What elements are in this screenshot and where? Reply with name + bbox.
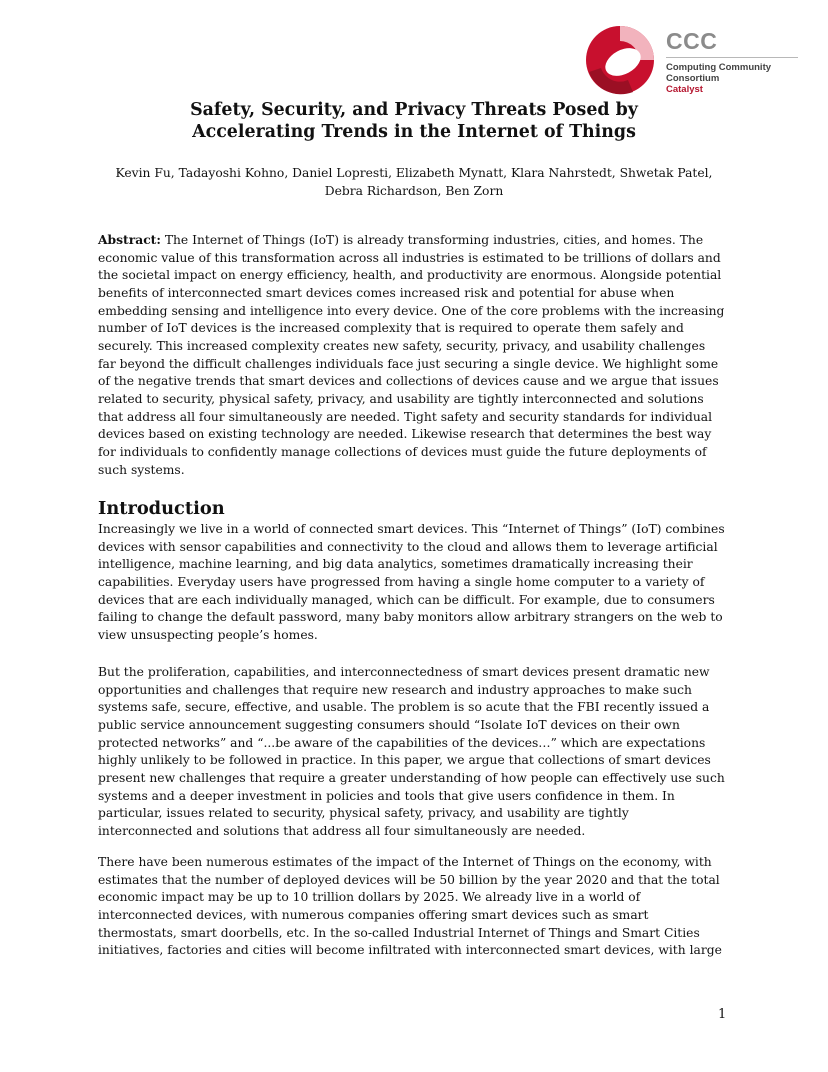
- paragraph-line: Increasingly we live in a world of connected smart devices. This “Internet of Things” (IoT) combines: [98, 522, 725, 536]
- paragraph-line: interconnected devices, with numerous companies offering smart devices such as smart: [98, 907, 649, 922]
- abstract-line: number of IoT devices is the increased complexity that is required to operate them safely and: [98, 321, 684, 336]
- title-line: Accelerating Trends in the Internet of Things: [192, 122, 636, 142]
- paragraph-line: particular, issues related to security, physical safety, privacy, and usability are tightly: [98, 806, 629, 821]
- abstract-line: embedding sensing and intelligence into every device. One of the core problems with the increasing: [98, 303, 725, 318]
- intro-paragraph-3: [98, 854, 730, 960]
- ccc-logo-mark-icon: [583, 24, 657, 96]
- paragraph-line: thermostats, smart doorbells, etc. In the so-called Industrial Internet of Things and Smart Cities: [98, 925, 700, 940]
- paragraph-line: interconnected and solutions that address all four simultaneously are needed.: [98, 823, 586, 838]
- abstract-line: the societal impact on energy efficiency, health, and productivity are enormous. Alongside potential: [98, 268, 722, 283]
- paragraph-line: failing to change the default password, many baby monitors allow arbitrary strangers on the web to: [98, 610, 723, 625]
- abstract-line: of the negative trends that smart devices and collections of devices cause and we argue that issues: [98, 374, 719, 389]
- paragraph-line: devices with sensor capabilities and connectivity to the cloud and allows them to leverage artificial: [98, 539, 718, 554]
- abstract-line: that address all four simultaneously are needed. Tight safety and security standards for individual: [98, 409, 713, 424]
- abstract-line: such systems.: [98, 462, 185, 477]
- abstract: [98, 231, 730, 479]
- paragraph-line: public service announcement suggesting consumers should “Isolate IoT devices on their own: [98, 717, 680, 732]
- logo-subtitle: Catalyst: [666, 84, 703, 95]
- author-line: Kevin Fu, Tadayoshi Kohno, Daniel Lopresti, Elizabeth Mynatt, Klara Nahrstedt, Shwetak Patel,: [115, 166, 713, 180]
- paragraph-line: highly unlikely to be followed in practice. In this paper, we argue that collections of smart devices: [98, 753, 711, 768]
- abstract-text: The Internet of Things (IoT) is already transforming industries, cities, and homes. The: [160, 233, 704, 247]
- abstract-line: related to security, physical safety, privacy, and usability are tightly interconnected and solutions: [98, 391, 704, 406]
- page-number: 1: [718, 1007, 727, 1022]
- author-line: Debra Richardson, Ben Zorn: [324, 184, 504, 198]
- abstract-line: devices based on existing technology are needed. Likewise research that determines the best way: [98, 427, 712, 442]
- paragraph-line: But the proliferation, capabilities, and interconnectedness of smart devices present dramatic new: [98, 665, 710, 679]
- paragraph-line: intelligence, machine learning, and big data analytics, sometimes dramatically increasing their: [98, 557, 693, 572]
- abstract-line: securely. This increased complexity creates new safety, security, privacy, and usability challenges: [98, 338, 706, 353]
- paragraph-line: There have been numerous estimates of the impact of the Internet of Things on the economy, with: [98, 855, 712, 869]
- paragraph-line: devices that are each individually managed, which can be difficult. For example, due to consumers: [98, 592, 715, 607]
- logo-divider: [666, 57, 798, 58]
- paragraph-line: capabilities. Everyday users have progressed from having a single home computer to a variety of: [98, 574, 705, 589]
- intro-paragraph-1: [98, 521, 730, 645]
- paragraph-line: economic impact may be up to 10 trillion dollars by 2025. We already live in a world of: [98, 890, 641, 905]
- paragraph-line: initiatives, factories and cities will become infiltrated with interconnected smart devices, with large: [98, 943, 722, 958]
- abstract-line: benefits of interconnected smart devices comes increased risk and potential for abuse when: [98, 285, 675, 300]
- abstract-line: far beyond the difficult challenges individuals face just securing a single device. We highlight some: [98, 356, 719, 371]
- logo-abbreviation: CCC: [666, 28, 718, 54]
- paragraph-line: present new challenges that require a greater understanding of how people can effectively use such: [98, 770, 725, 785]
- section-heading-introduction: Introduction: [98, 498, 225, 519]
- abstract-line: economic value of this transformation across all industries is estimated to be trillions of dollars and: [98, 250, 721, 265]
- intro-paragraph-2: [98, 664, 730, 841]
- abstract-line: [98, 231, 730, 250]
- abstract-label: Abstract:: [98, 232, 161, 247]
- paragraph-line: protected networks” and “...be aware of the capabilities of the devices…” which are expectations: [98, 735, 706, 750]
- paragraph-line: view unsuspecting people’s homes.: [98, 627, 318, 642]
- paragraph-line: systems and a deeper investment in policies and tools that give users confidence in them. In: [98, 788, 675, 803]
- abstract-line: for individuals to confidently manage collections of devices must guide the future deployments of: [98, 444, 707, 459]
- ccc-logo-text: [666, 28, 806, 95]
- title-line: Safety, Security, and Privacy Threats Posed by: [190, 100, 638, 120]
- author-list: [98, 164, 730, 200]
- paragraph-line: opportunities and challenges that require new research and industry approaches to make such: [98, 682, 692, 697]
- paper-title: [98, 99, 730, 143]
- paragraph-line: estimates that the number of deployed devices will be 50 billion by the year 2020 and that the total: [98, 872, 720, 887]
- ccc-logo: [583, 24, 803, 96]
- paragraph-line: systems safe, secure, effective, and usable. The problem is so acute that the FBI recently issued a: [98, 700, 710, 715]
- logo-full-name: Computing Community Consortium: [666, 62, 772, 84]
